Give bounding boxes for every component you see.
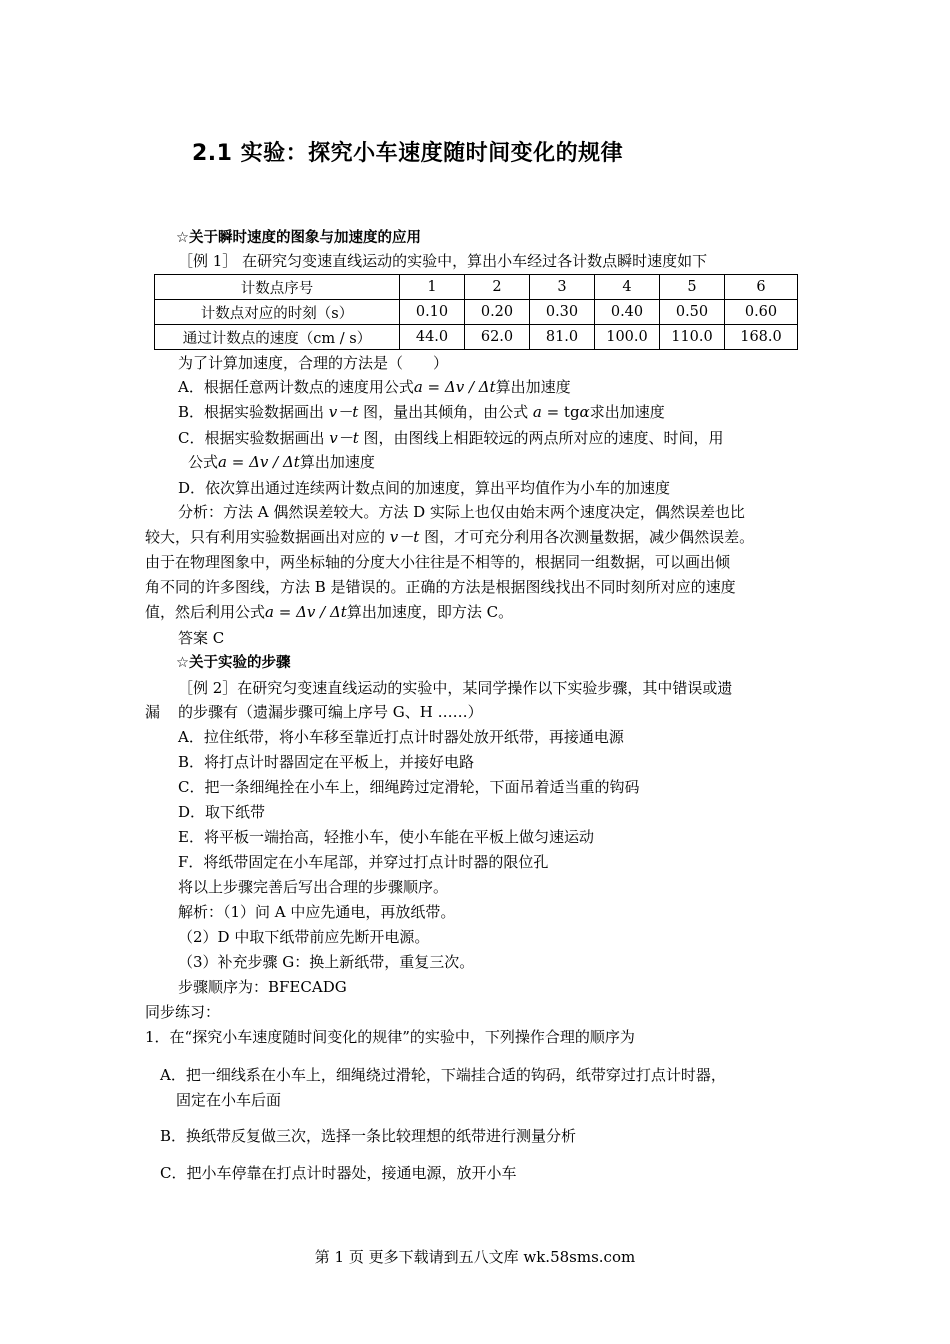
table-cell: 3	[530, 275, 595, 300]
table-row	[155, 275, 798, 300]
page-title: 2.1 实验：探究小车速度随时间变化的规律	[192, 141, 624, 166]
analysis-text: 较大，只有利用实验数据画出对应的	[145, 528, 390, 546]
vt-symbol: v－t	[329, 429, 359, 447]
solution-line: （2）D 中取下纸带前应先断开电源。	[178, 928, 430, 946]
table-cell: 110.0	[660, 325, 725, 350]
table-cell: 81.0	[530, 325, 595, 350]
option-a-text: A．根据任意两计数点的速度用公式	[178, 378, 414, 396]
table-header-cell: 计数点对应的时刻（s）	[155, 300, 400, 325]
analysis-line: 角不同的许多图线，方法 B 是错误的。正确的方法是根据图线找出不同时刻所对应的速度	[145, 578, 736, 596]
option-c-line2-tail: 算出加速度	[299, 453, 375, 471]
vt-symbol: v－t	[389, 528, 420, 546]
order-text: 步骤顺序为：BFECADG	[178, 978, 347, 996]
formula-tg: = tg	[541, 403, 580, 421]
alpha-symbol: α	[579, 403, 590, 421]
option-c-tail: 图，由图线上相距较远的两点所对应的速度、时间，用	[358, 429, 724, 447]
table-cell: 62.0	[465, 325, 530, 350]
table-cell: 1	[400, 275, 465, 300]
practice-option: B．换纸带反复做三次，选择一条比较理想的纸带进行测量分析	[160, 1127, 577, 1145]
table-cell: 0.30	[530, 300, 595, 325]
practice-heading: 同步练习：	[145, 1003, 221, 1021]
solution-line: （3）补充步骤 G：换上新纸带，重复三次。	[178, 953, 475, 971]
instruction-text: 将以上步骤完善后写出合理的步骤顺序。	[178, 878, 449, 896]
example-2-intro-cont: 的步骤有（遗漏步骤可编上序号 G、H ……）	[178, 703, 483, 721]
practice-question: 1．在“探究小车速度随时间变化的规律”的实验中，下列操作合理的顺序为	[145, 1028, 635, 1046]
table-cell: 44.0	[400, 325, 465, 350]
table-cell: 5	[660, 275, 725, 300]
table-cell: 0.20	[465, 300, 530, 325]
practice-option: C．把小车停靠在打点计时器处，接通电源，放开小车	[160, 1164, 517, 1182]
analysis-line: 由于在物理图象中，两坐标轴的分度大小往往是不相等的，根据同一组数据，可以画出倾	[145, 553, 731, 571]
option-c	[178, 428, 724, 448]
analysis-line	[145, 527, 754, 547]
option-b-mid: 图，量出其倾角，由公式	[358, 403, 533, 421]
list-item: E．将平板一端抬高，轻推小车，使小车能在平板上做匀速运动	[178, 828, 594, 846]
analysis-line: 分析：方法 A 偶然误差较大。方法 D 实际上也仅由始末两个速度决定，偶然误差也比	[178, 503, 745, 521]
option-c-text: C．根据实验数据画出	[178, 429, 330, 447]
practice-option: A．把一细线系在小车上，细绳绕过滑轮，下端挂合适的钩码，纸带穿过打点计时器，	[160, 1066, 726, 1084]
section-heading-steps: ☆关于实验的步骤	[176, 655, 291, 671]
table-row	[155, 300, 798, 325]
analysis-text: 值，然后利用公式	[145, 603, 266, 621]
option-c-line2	[188, 452, 375, 472]
list-item: C．把一条细绳拴在小车上，细绳跨过定滑轮，下面吊着适当重的钩码	[178, 778, 640, 796]
formula-text: a = Δv / Δt	[218, 453, 300, 471]
list-item: F．将纸带固定在小车尾部，并穿过打点计时器的限位孔	[178, 853, 549, 871]
section-heading-velocity: ☆关于瞬时速度的图象与加速度的应用	[176, 230, 421, 246]
practice-option-cont: 固定在小车后面	[176, 1091, 282, 1109]
option-b-text: B．根据实验数据画出	[178, 403, 329, 421]
table-cell: 0.50	[660, 300, 725, 325]
table-header-cell: 通过计数点的速度（cm / s）	[155, 325, 400, 350]
table-cell: 4	[595, 275, 660, 300]
option-a-tail: 算出加速度	[495, 378, 571, 396]
list-item: D．取下纸带	[178, 803, 266, 821]
vt-symbol: v－t	[328, 403, 359, 421]
page-footer: 第 1 页 更多下载请到五八文库 wk.58sms.com	[314, 1248, 636, 1266]
velocity-table	[154, 274, 798, 350]
option-c-line2-text: 公式	[188, 453, 219, 471]
option-b-tail: 求出加速度	[589, 403, 665, 421]
table-cell: 0.10	[400, 300, 465, 325]
table-cell: 0.40	[595, 300, 660, 325]
analysis-line	[145, 602, 513, 622]
table-cell: 6	[725, 275, 798, 300]
option-b	[178, 402, 665, 422]
table-cell: 100.0	[595, 325, 660, 350]
option-a	[178, 377, 571, 397]
table-row	[155, 325, 798, 350]
example-1-intro: ［例 1］ 在研究匀变速直线运动的实验中，算出小车经过各计数点瞬时速度如下	[178, 252, 708, 270]
analysis-tail: 算出加速度，即方法 C。	[346, 603, 514, 621]
formula-text: a = Δv / Δt	[265, 603, 347, 621]
example-2-intro-cont: 漏	[145, 703, 161, 721]
table-header-cell: 计数点序号	[155, 275, 400, 300]
solution-line: 解析：（1）问 A 中应先通电，再放纸带。	[178, 903, 456, 921]
analysis-tail: 图，才可充分利用各次测量数据，减少偶然误差。	[419, 528, 755, 546]
formula-text: a = Δv / Δt	[413, 378, 496, 396]
example-2-intro: ［例 2］在研究匀变速直线运动的实验中，某同学操作以下实验步骤，其中错误或遗	[178, 679, 733, 697]
table-cell: 168.0	[725, 325, 798, 350]
question-text: 为了计算加速度，合理的方法是（ ）	[178, 354, 449, 372]
formula-a: a	[532, 403, 542, 421]
table-cell: 2	[465, 275, 530, 300]
list-item: B．将打点计时器固定在平板上，并接好电路	[178, 753, 475, 771]
table-cell: 0.60	[725, 300, 798, 325]
list-item: A．拉住纸带，将小车移至靠近打点计时器处放开纸带，再接通电源	[178, 728, 624, 746]
answer-text: 答案 C	[178, 629, 225, 647]
option-d: D．依次算出通过连续两计数点间的加速度，算出平均值作为小车的加速度	[178, 479, 671, 497]
